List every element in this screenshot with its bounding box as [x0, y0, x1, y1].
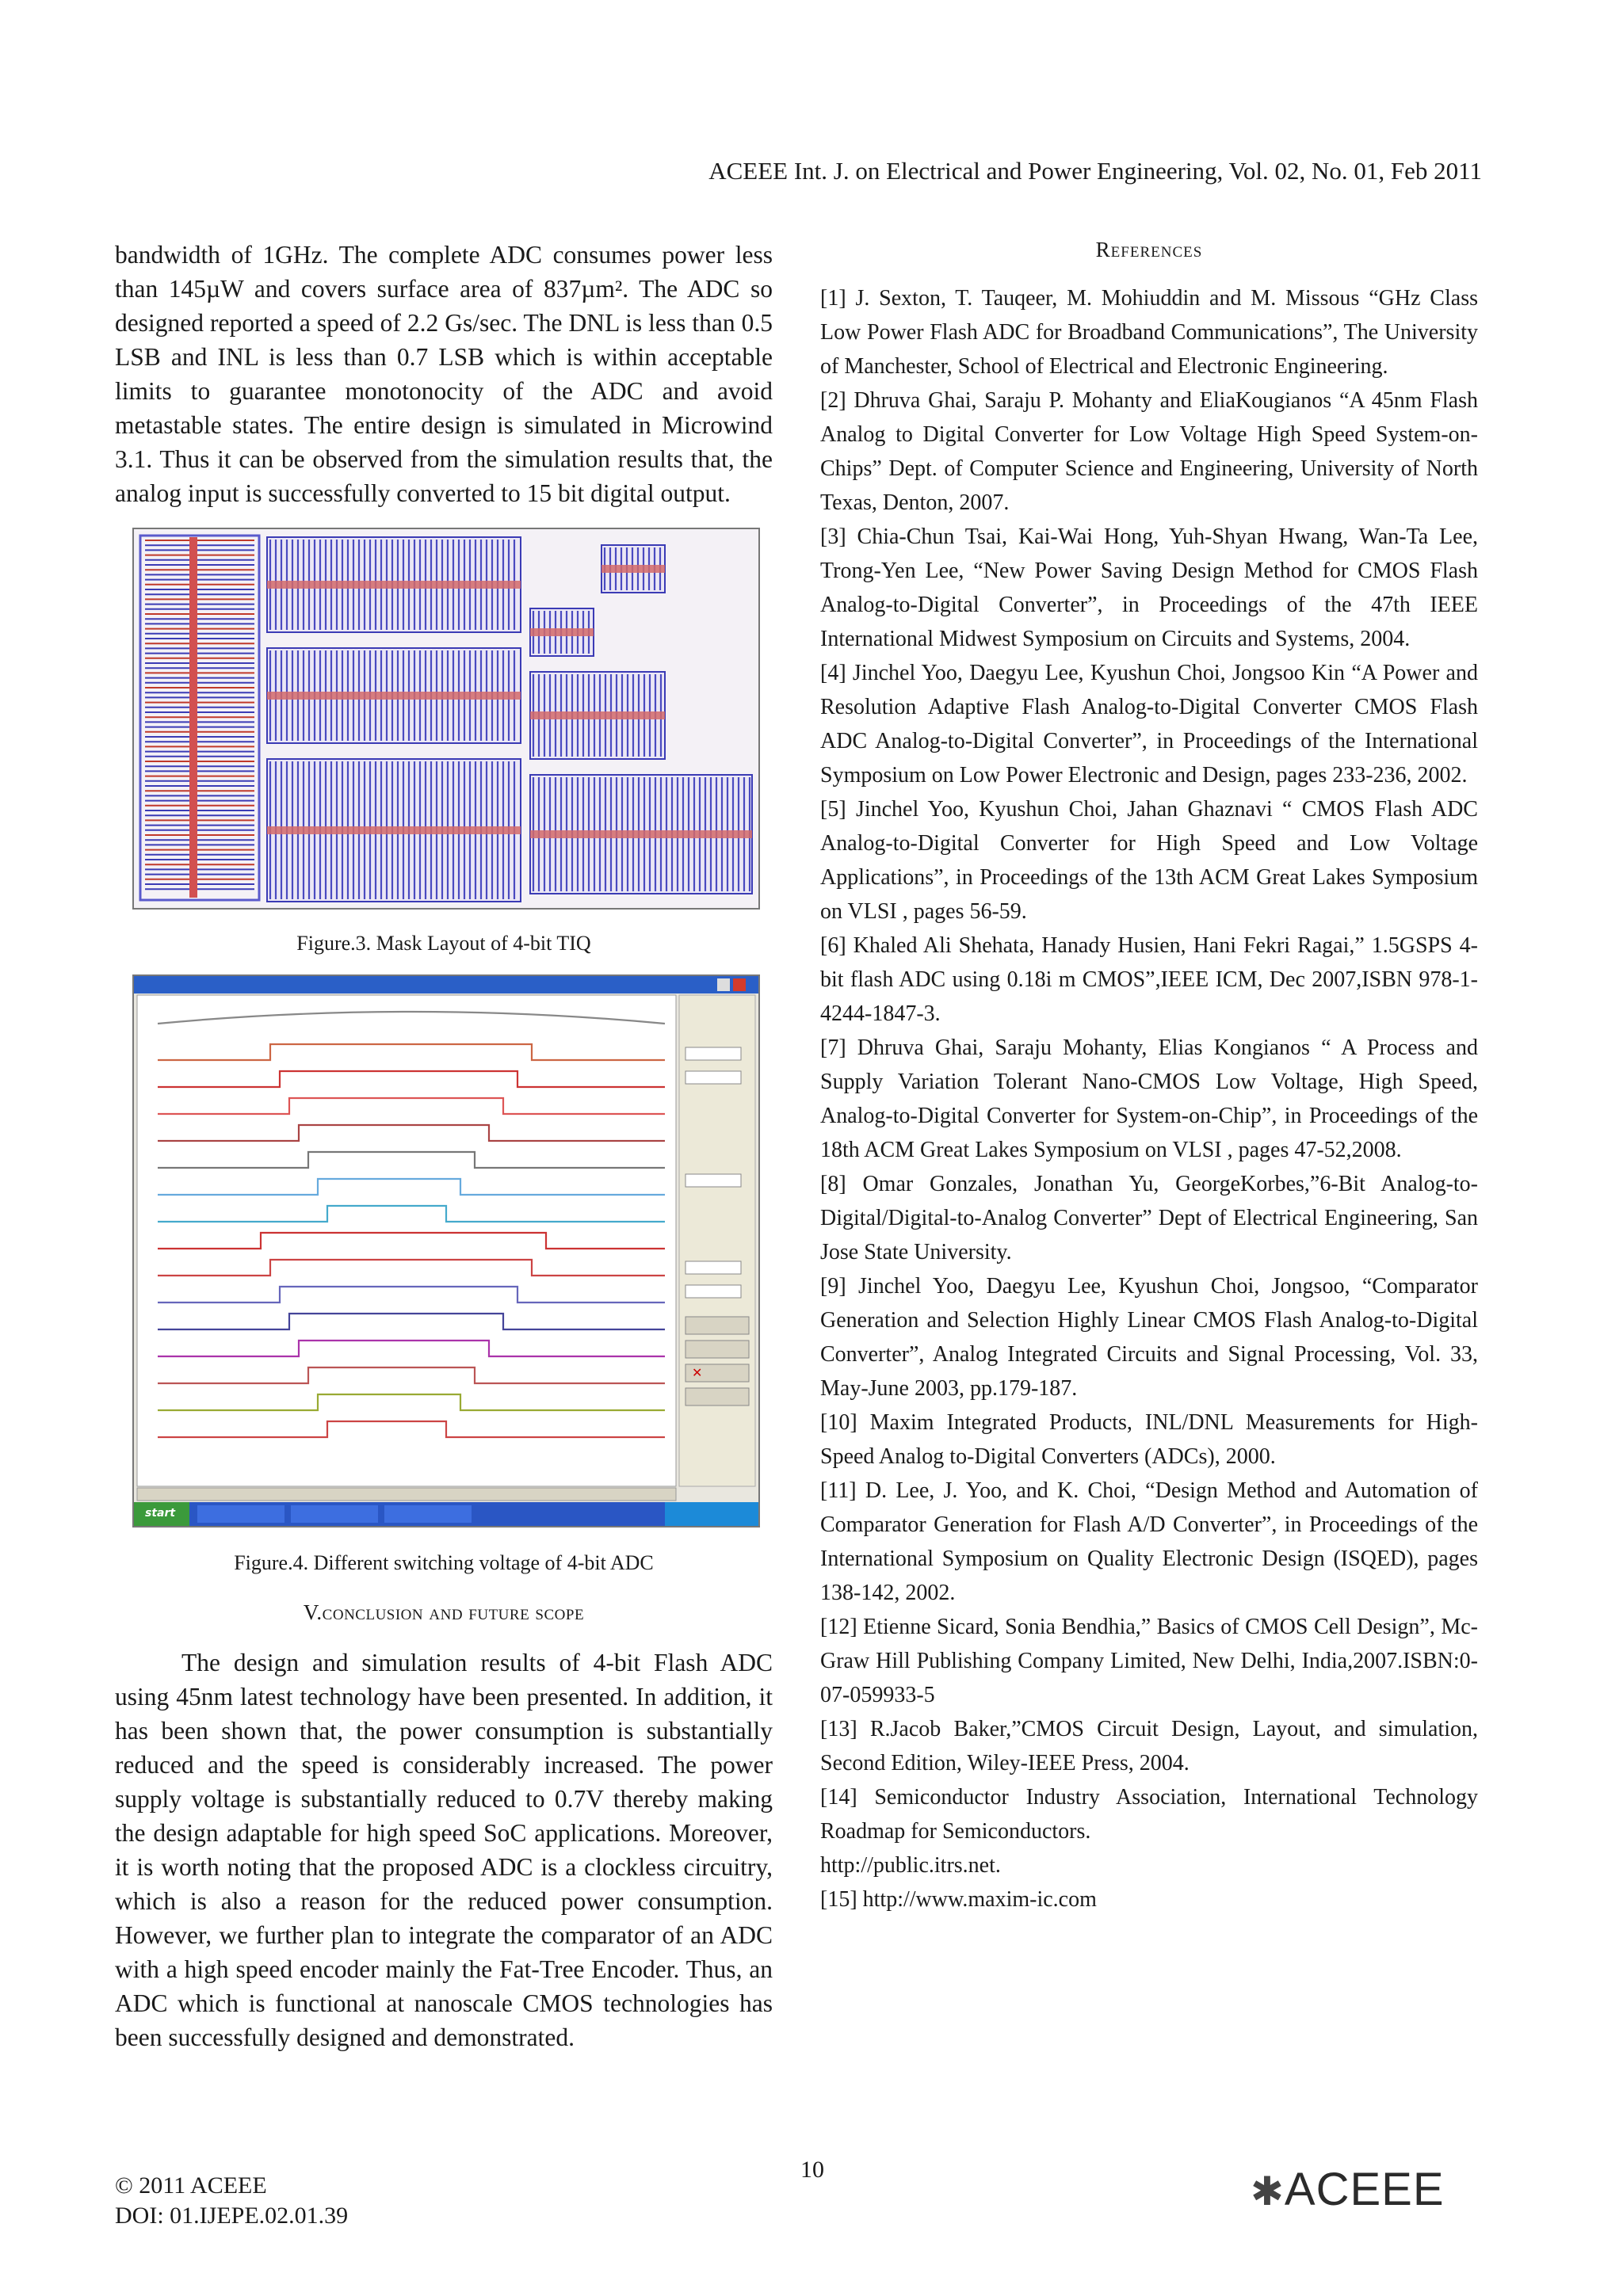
reference-item: [10] Maxim Integrated Products, INL/DNL Measurements for High-Speed Analog to-Digital Converters (ADCs), 2000. [820, 1410, 1478, 1469]
aceee-star-icon: ✱ [1251, 2169, 1285, 2214]
reference-item: [4] Jinchel Yoo, Daegyu Lee, Kyushun Choi, Jongsoo Kin “A Power and Resolution Adaptive Flash Analog-to-Digital Converter CMOS Flash ADC Analog-to-Digital Converter”, in Proceedings of the International Symposium on Low Power Electronic and Design, pages 233-236, 2002. [820, 661, 1478, 788]
reference-item: [12] Etienne Sicard, Sonia Bendhia,” Basics of CMOS Cell Design”, Mc-Graw Hill Publishing Company Limited, New Delhi, India,2007.ISBN:0-07-059933-5 [820, 1615, 1478, 1707]
reference-item: [11] D. Lee, J. Yoo, and K. Choi, “Design Method and Automation of Comparator Generation for Flash A/D Converter”, in Proceedings of the International Symposium on Quality Electronic Design (ISQED), pages 138-142, 2002. [820, 1478, 1478, 1605]
figure-4-caption: Figure.4. Different switching voltage of 4-bit ADC [234, 1551, 654, 1574]
left-column [115, 238, 773, 2054]
right-column [820, 238, 1478, 1917]
figure-3-caption: Figure.3. Mask Layout of 4-bit TIQ [296, 932, 591, 955]
page-number: 10 [800, 2157, 824, 2183]
reference-item: [15] http://www.maxim-ic.com [820, 1887, 1097, 1912]
reference-item: [13] R.Jacob Baker,”CMOS Circuit Design, Layout, and simulation, Second Edition, Wiley-IEEE Press, 2004. [820, 1717, 1478, 1775]
reference-item: [14] Semiconductor Industry Association, International Technology Roadmap for Semiconductors. [820, 1785, 1478, 1844]
taskbar-start-button: start [145, 1507, 176, 1520]
copyright-text: © 2011 ACEEE [115, 2172, 267, 2199]
references-list [820, 281, 1478, 1917]
journal-header: ACEEE Int. J. on Electrical and Power Engineering, Vol. 02, No. 01, Feb 2011 [708, 157, 1482, 185]
references-title: References [1095, 238, 1203, 261]
reference-item: [9] Jinchel Yoo, Daegyu Lee, Kyushun Choi, Jongsoo, “Comparator Generation and Selection Highly Linear CMOS Flash Analog-to-Digital Converter”, Analog Integrated Circuits and Signal Processing, Vol. 33, May-June 2003, pp.179-187. [820, 1274, 1478, 1401]
figure-4-simulation-window [132, 974, 760, 1527]
reference-item: http://public.itrs.net. [820, 1853, 1001, 1878]
reference-item: [1] J. Sexton, T. Tauqeer, M. Mohiuddin and M. Missous “GHz Class Low Power Flash ADC for Broadband Communications”, The University of Manchester, School of Electrical and Electronic Engineering. [820, 286, 1478, 379]
reference-item: [7] Dhruva Ghai, Saraju Mohanty, Elias Kongianos “ A Process and Supply Variation Tolerant Nano-CMOS Low Voltage, High Speed, Analog-to-Digital Converter for System-on-Chip”, in Proceedings of the 18th ACM Great Lakes Symposium on VLSI , pages 47-52,2008. [820, 1035, 1478, 1162]
reference-item: [8] Omar Gonzales, Jonathan Yu, GeorgeKorbes,”6-Bit Analog-to-Digital/Digital-to-Analog Converter” Dept of Electrical Engineering, San Jose State University. [820, 1172, 1478, 1264]
svg-text:✕: ✕ [692, 1365, 703, 1380]
conclusion-paragraph: The design and simulation results of 4-bit Flash ADC using 45nm latest technology have been presented. In addition, it has been shown that, the power consumption is substantially reduced and the speed is considerably increased. The power supply voltage is substantially reduced to 0.7V thereby making the design adaptable for high speed SoC applications. Moreover, it is worth noting that the proposed ADC is a clockless circuitry, which is also a reason for the reduced power consumption. However, we further plan to integrate the comparator of an ADC with a high speed encoder mainly the Fat-Tree Encoder. Thus, an ADC which is functional at nanoscale CMOS technologies has been successfully designed and demonstrated. [115, 1649, 773, 2051]
simulation-screenshot [134, 976, 758, 1526]
aceee-logo: ✱ACEEE [1251, 2164, 1445, 2215]
reference-item: [5] Jinchel Yoo, Kyushun Choi, Jahan Ghaznavi “ CMOS Flash ADC Analog-to-Digital Converter for High Speed and Low Voltage Applications”, in Proceedings of the 13th ACM Great Lakes Symposium on VLSI , pages 56-59. [820, 797, 1478, 924]
mask-layout-image [134, 529, 758, 908]
reference-item: [6] Khaled Ali Shehata, Hanady Husien, Hani Fekri Ragai,” 1.5GSPS 4-bit flash ADC using 0.18i m CMOS”,IEEE ICM, Dec 2007,ISBN 978-1-4244-1847-3. [820, 933, 1478, 1026]
section-heading-conclusion: V.conclusion and future scope [303, 1600, 585, 1624]
intro-paragraph: bandwidth of 1GHz. The complete ADC consumes power less than 145µW and covers surface area of 837µm². The ADC so designed reported a speed of 2.2 Gs/sec. The DNL is less than 0.5 LSB and INL is less than 0.7 LSB which is within acceptable limits to guarantee monotonocity of the ADC and avoid metastable states. The entire design is simulated in Microwind 3.1. Thus it can be observed from the simulation results that, the analog input is successfully converted to 15 bit digital output. [115, 241, 773, 507]
doi-text: DOI: 01.IJEPE.02.01.39 [115, 2203, 349, 2229]
footer-left [115, 2171, 348, 2231]
figure-3-mask-layout [132, 528, 760, 910]
reference-item: [3] Chia-Chun Tsai, Kai-Wai Hong, Yuh-Shyan Hwang, Wan-Ta Lee, Trong-Yen Lee, “New Power Saving Design Method for CMOS Flash Analog-to-Digital Converter”, in Proceedings of the 47th IEEE International Midwest Symposium on Circuits and Systems, 2004. [820, 524, 1478, 651]
reference-item: [2] Dhruva Ghai, Saraju P. Mohanty and EliaKougianos “A 45nm Flash Analog to Digital Converter for Low Voltage High Speed System-on-Chips” Dept. of Computer Science and Engineering, University of North Texas, Denton, 2007. [820, 388, 1478, 515]
